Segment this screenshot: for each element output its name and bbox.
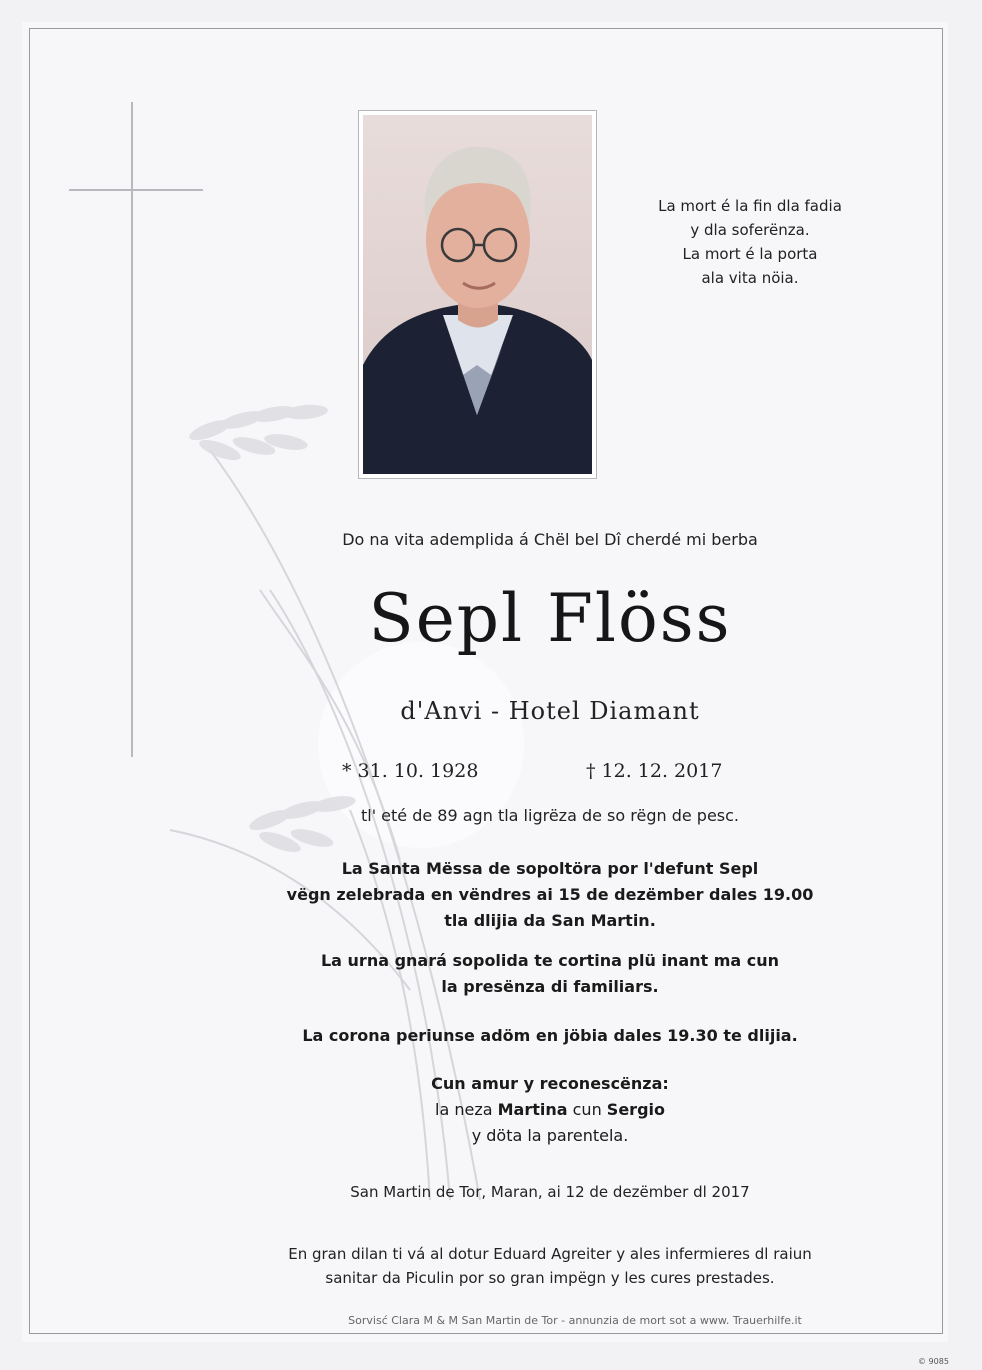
mass-line: La Santa Mëssa de sopoltöra por l'defunt Sepl <box>341 859 759 878</box>
urn-line: La urna gnará sopolida te cortina plü inant ma cun <box>320 951 780 970</box>
rosary-line: La corona periunse adöm en jöbia dales 19.30 te dlijia. <box>302 1026 798 1045</box>
mass-line: tla dlijia da San Martin. <box>444 911 656 930</box>
signature-block <box>200 1071 900 1149</box>
quote-line: ala vita nöia. <box>701 269 799 287</box>
cross-icon-horizontal <box>69 189 203 191</box>
deceased-subtitle: d'Anvi - Hotel Diamant <box>400 697 700 725</box>
place-date: San Martin de Tor, Maran, ai 12 de dezëmber dl 2017 <box>350 1183 750 1201</box>
rosary-block <box>200 1023 900 1049</box>
quote-line: y dla soferënza. <box>690 221 810 239</box>
thanks-line: sanitar da Piculin por so gran impëgn y les cures prestades. <box>325 1269 775 1287</box>
death-date: † 12. 12. 2017 <box>586 760 723 782</box>
birth-date: * 31. 10. 1928 <box>342 760 479 782</box>
urn-line: la presënza di familiars. <box>441 977 659 996</box>
quote-block <box>650 194 850 290</box>
quote-line: La mort é la porta <box>682 245 818 263</box>
thanks-line: En gran dilan ti vá al dotur Eduard Agreiter y ales infermieres dl raiun <box>288 1245 812 1263</box>
quote-line: La mort é la fin dla fadia <box>658 197 842 215</box>
signature-line: y döta la parentela. <box>471 1126 629 1145</box>
signature-name: Sergio <box>606 1100 665 1119</box>
urn-block <box>200 948 900 1000</box>
print-code: © 9085 <box>918 1357 949 1366</box>
signature-text: cun <box>567 1100 607 1119</box>
age-text: tl' eté de 89 agn tla ligrëza de so rëgn de pesc. <box>360 806 740 825</box>
footer-text: Sorvisć Clara M & M San Martin de Tor - annunzia de mort sot a www. Trauerhilfe.it <box>348 1314 802 1327</box>
cross-icon-vertical <box>131 102 133 757</box>
signature-text: la neza <box>435 1100 498 1119</box>
deceased-name: Sepl Flöss <box>368 580 732 657</box>
mass-block <box>200 856 900 934</box>
portrait-frame <box>358 110 597 479</box>
mass-line: vëgn zelebrada en vëndres ai 15 de dezëmber dales 19.00 <box>286 885 814 904</box>
signature-name: Martina <box>497 1100 568 1119</box>
intro-text: Do na vita ademplida á Chël bel Dî cherdé mi berba <box>342 530 758 549</box>
signature-line <box>200 1097 900 1123</box>
portrait-photo <box>363 115 592 474</box>
signature-title: Cun amur y reconescënza: <box>431 1074 669 1093</box>
thanks-block <box>230 1242 870 1290</box>
